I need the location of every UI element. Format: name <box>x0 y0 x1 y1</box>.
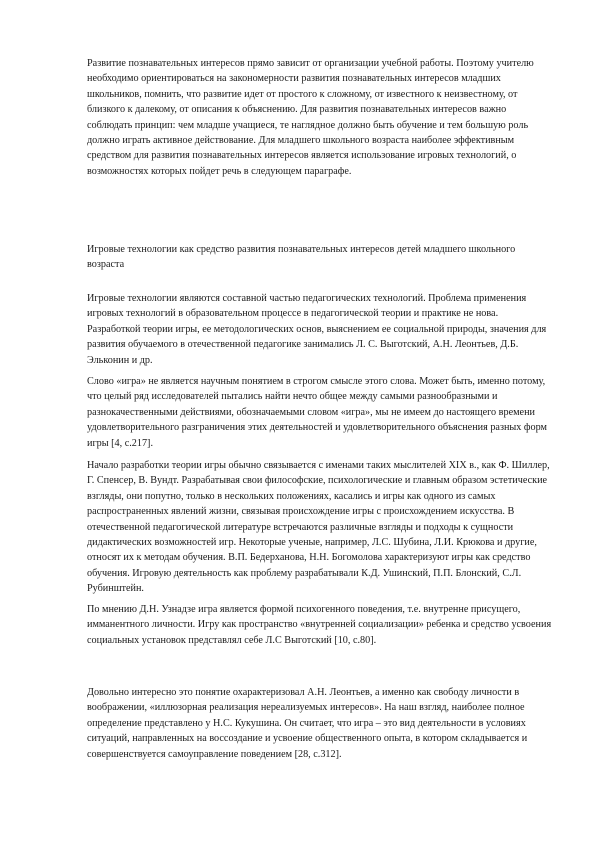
paragraph-cognitive-interests: Развитие познавательных интересов прямо зависит от организации учебной работы. Поэтому учителю необходимо ориентироваться на закономерности развития познавательных интересов младших школьников, помнить, что развитие идет от простого к сложному, от известного к неизвестному, от близкого к далекому, от описания к объяснению. Для развития познавательных интересов важно соблюдать принцип: чем младше учащиеся, те наглядное должно быть обучение и тем большую роль должно играть активное действование. Для младшего школьного возраста наиболее эффективным средством для развития познавательных интересов является использование игровых технологий, о возможностях которых пойдет речь в следующем параграфе. <box>87 58 534 177</box>
paragraph-game-technologies: Игровые технологии являются составной частью педагогических технологий. Проблема применения игровых технологий в образовательном процессе в педагогической теории и практике не нова. Разработкой теории игры, ее методологических основ, выяснением ее социальной природы, значения для развития обучаемого в отечественной педагогике занимались Л. С. Выготский, А.Н. Леонтьев, Д.Б. Эльконин и др. <box>87 293 547 366</box>
paragraph-leontiev: Довольно интересно это понятие охарактеризовал А.Н. Леонтьев, а именно как свободу личности в воображении, «иллюзорная реализация нереализуемых интересов». На наш взгляд, наиболее полное определение представлено у Н.С. Кукушина. Он считает, что игра – это вид деятельности в условиях ситуаций, направленных на воссоздание и усвоение общественного опыта, в котором складывается и совершенствуется самоуправление поведением [28, с.312]. <box>87 687 528 760</box>
paragraph-game-theory-history: Начало разработки теории игры обычно связывается с именами таких мыслителей XIX в., как Ф. Шиллер, Г. Спенсер, В. Вундт. Разрабатывая свои философские, психологические и главным образом эстетические взгляды, они попутно, только в нескольких положениях, касались и игры как одного из самых распространенных явлений жизни, связывая происхождение игры с происхождением искусства. В отечественной педагогической литературе встречаются различные взгляды и подходы к сущности дидактических возможностей игр. Некоторые ученые, например, Л.С. Шубина, Л.И. Крюкова и другие, относят их к методам обучения. В.П. Бедерханова, Н.Н. Богомолова характеризуют игры как средство обучения. Игровую деятельность как проблему разрабатывали К.Д. Ушинский, П.П. Блонский, С.Л. Рубинштейн. <box>87 460 550 595</box>
section-heading: Игровые технологии как средство развития познавательных интересов детей младшего школьного возраста <box>87 244 516 271</box>
paragraph-uznadze: По мнению Д.Н. Узнадзе игра является формой психогенного поведения, т.е. внутренне присущего, имманентного личности. Игру как пространство «внутренней социализации» ребенка и средство усвоения социальных установок представлял себе Л.С Выготский [10, с.80]. <box>87 604 552 646</box>
paragraph-word-game: Слово «игра» не является научным понятием в строгом смысле этого слова. Может быть, именно потому, что целый ряд исследователей пытались найти нечто общее между самыми разнообразными и разнокачественными действиями, обозначаемыми словом «игра», мы не имеем до настоящего времени удовлетворительного разграничения этих деятельностей и удовлетворительного объяснения разных форм игры [4, с.217]. <box>87 376 548 449</box>
